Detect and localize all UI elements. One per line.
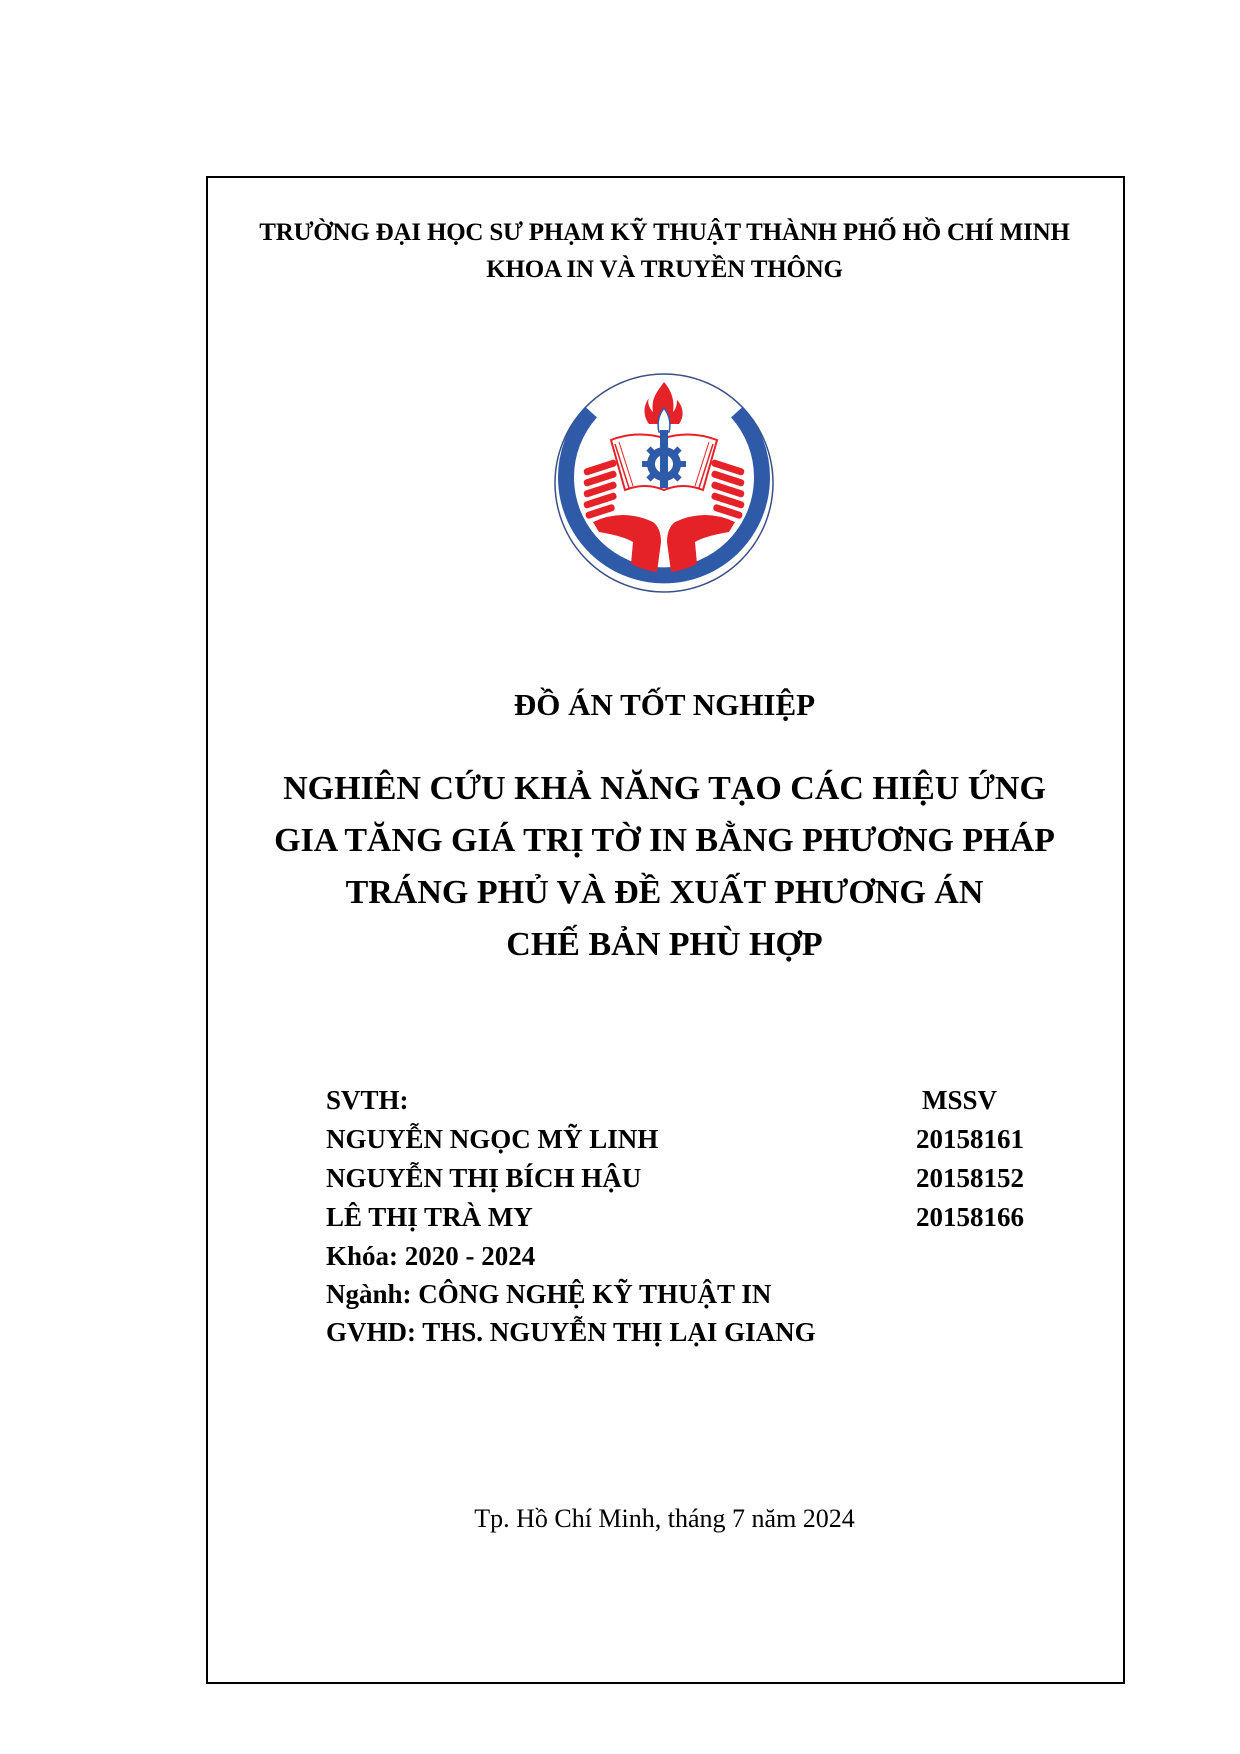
thesis-type-heading: ĐỒ ÁN TỐT NGHIỆP <box>513 687 816 722</box>
thesis-title-line: CHẾ BẢN PHÙ HỢP <box>506 926 823 963</box>
students-label: SVTH: <box>326 1085 409 1115</box>
student-id: 20158152 <box>916 1163 1024 1193</box>
thesis-title-line: NGHIÊN CỨU KHẢ NĂNG TẠO CÁC HIỆU ỨNG <box>283 770 1046 807</box>
place-and-date: Tp. Hồ Chí Minh, tháng 7 năm 2024 <box>474 1504 855 1533</box>
student-id: 20158161 <box>916 1124 1024 1154</box>
student-id-label: MSSV <box>922 1085 998 1115</box>
major: Ngành: CÔNG NGHỆ KỸ THUẬT IN <box>326 1279 772 1309</box>
student-name: NGUYỄN NGỌC MỸ LINH <box>326 1124 659 1154</box>
student-name: NGUYỄN THỊ BÍCH HẬU <box>326 1163 642 1193</box>
course-years: Khóa: 2020 - 2024 <box>326 1241 536 1271</box>
thesis-title-line: TRÁNG PHỦ VÀ ĐỀ XUẤT PHƯƠNG ÁN <box>345 874 984 911</box>
advisor: GVHD: THS. NGUYỄN THỊ LẠI GIANG <box>326 1317 816 1347</box>
faculty-name: KHOA IN VÀ TRUYỀN THÔNG <box>486 256 843 283</box>
thesis-title-line: GIA TĂNG GIÁ TRỊ TỜ IN BẰNG PHƯƠNG PHÁP <box>274 822 1055 859</box>
university-name: TRƯỜNG ĐẠI HỌC SƯ PHẠM KỸ THUẬT THÀNH PHỐ HỒ CHÍ MINH <box>259 219 1070 246</box>
student-name: LÊ THỊ TRÀ MY <box>326 1202 533 1232</box>
university-emblem-icon <box>553 372 775 594</box>
student-id: 20158166 <box>916 1202 1024 1232</box>
